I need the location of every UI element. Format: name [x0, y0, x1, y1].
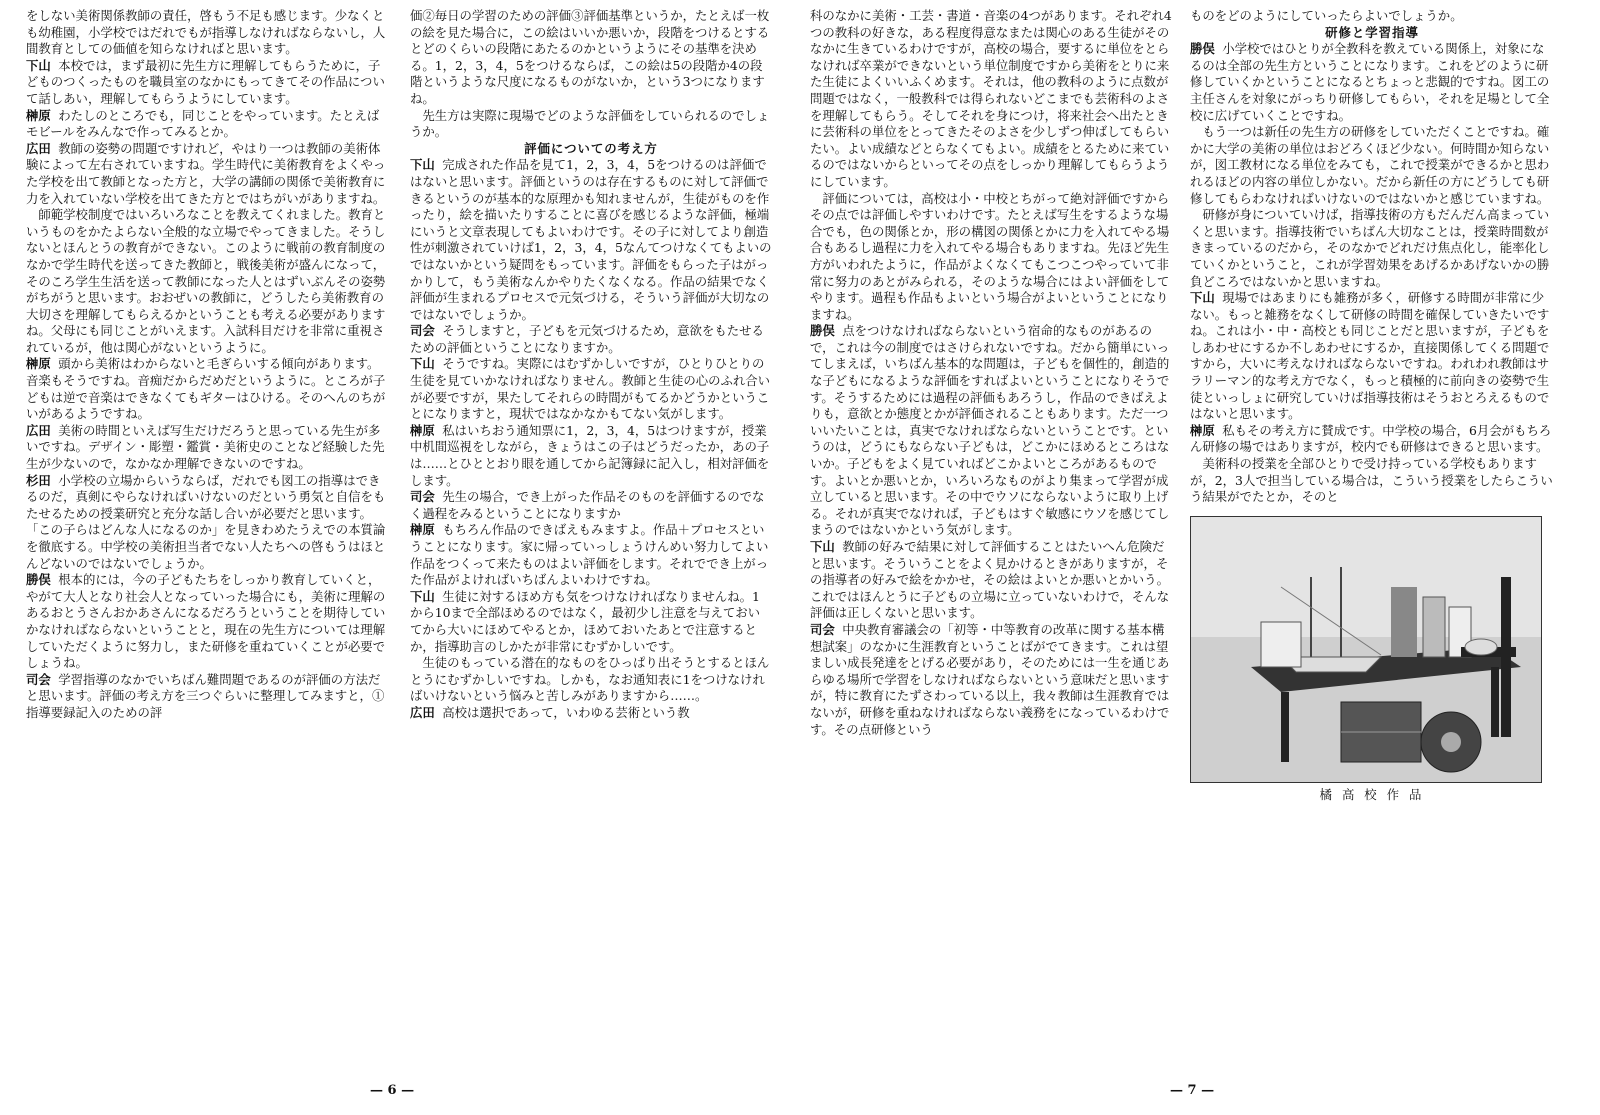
paragraph [1190, 41, 1554, 124]
paragraph [26, 672, 388, 722]
speaker-name: 勝俣 [26, 572, 51, 588]
paragraph [26, 423, 388, 473]
paragraph [26, 8, 388, 58]
paragraph [410, 655, 772, 705]
paragraph [1190, 207, 1554, 290]
speaker-name: 司会 [810, 621, 835, 637]
paragraph-text: 学習指導のなかでいちばん難問題であるのが評価の方法だと思います。評価の考え方を三つぐらいに整理してみますと，①指導要録記入のための評 [26, 671, 385, 720]
paragraph [410, 157, 772, 323]
paragraph-text: 点をつけなければならないという宿命的なものがあるので，これは今の制度ではさけられないですね。だから簡単にいってしまえば，いちばん基本的な問題は，子どもを個性的，創造的な子どもになるような評価をすればよいということになりそうです。そうするためには過程の評価もあろうし，作品のできばえよりも，意欲とか態度とかが評価されることもあります。ただ一ついいたいことは，真実でなければならないということです。というのは，どうにもならない子どもは，どこかにほめるところはないか。子どもをよく見ていればどこかよいところがあるものです。よいとか悪いとか，いろいろなものがより集まって学習が成立していると思います。その中でウソにならないように取り上げる。それが真実でなければ，子どもはすぐ敏感にウソを感じてしまうのではないかという気がします。 [810, 323, 1170, 538]
column-4 [1190, 8, 1554, 1056]
paragraph-text: 小学校ではひとりが全教科を教えている関係上，対象になるのは全部の先生方ということになります。これをどのように研修していくかということになるとちょっと悲観的ですね。図工の主任さんを対象にがっちり研修してもらい，それを足場として全校に広げていくことですね。 [1190, 41, 1550, 123]
photo-caption: 橘 高 校 作 品 [1319, 786, 1425, 802]
paragraph-text: 本校では，まず最初に先生方に理解してもらうために，子どものつくったものを職員室のなかにもってきてその作品について話しあい，理解してもらうようにしています。 [26, 57, 385, 106]
paragraph [26, 58, 388, 108]
paragraph-text: 研修が身についていけば，指導技術の方もだんだん高まっていくと思います。指導技術でいちばん大切なことは，授業時間数がきまっているのだから，そのなかでどれだけ焦点化し，能率化していくかということ，これが学習効果をあげるかあげないかの勝負どころではないかと思いますね。 [1190, 207, 1550, 289]
paragraph-text: 根本的には，今の子どもたちをしっかり教育していくと，やがて大人となり社会人となっていった場合にも，美術に理解のあるおとうさんおかあさんになるだろうということを期待していかなければならないということと，現在の先生方については理解していただくように努力し，また研修を重ねていくことが必要でしょうね。 [26, 572, 386, 671]
speaker-name: 榊原 [26, 107, 51, 123]
paragraph-text: 師範学校制度ではいろいろなことを教えてくれました。教育というものをかたよらない全般的な立場でやってきました。そうしないとほんとうの教育ができない。このように戦前の教育制度のなかで学生時代を送ってきた教師と，戦後美術が盛んになって，そのころ学生生活を送って教師になった人とはずいぶんその姿勢がちがうと思います。おおぜいの教師に，どうしたら美術教育の大切さを理解してもらえるかということも考える必要がありますね。父母にも同じことがいえます。入試科目だけを非常に重視されているが，他は関心がないというように。 [26, 207, 386, 355]
paragraph-text: ものをどのようにしていったらよいでしょうか。 [1190, 8, 1463, 23]
paragraph [410, 489, 772, 522]
paragraph-text: そうしますと，子どもを元気づけるため，意欲をもたせるための評価ということになりますか。 [410, 323, 764, 355]
paragraph [1190, 456, 1554, 506]
photo-school-artwork [1190, 516, 1542, 783]
paragraph-text: 生徒に対するほめ方も気をつけなければなりませんね。1から10まで全部ほめるのではなく，最初少し注意を与えておいてから大いにほめてやるとか，ほめておいたあとで注意するとか，指導助言のしかたが非常にむずかしいです。 [410, 588, 761, 654]
speaker-name: 広田 [410, 704, 435, 720]
speaker-name: 広田 [26, 140, 51, 156]
paragraph-text: 科のなかに美術・工芸・書道・音楽の4つがあります。それぞれ4つの教科の好きな，ある程度得意なまたは関心のある生徒がそのなかに生きているわけですが，高校の場合，要するに単位をとらなければ卒業ができないという単位制度ですから美術をとりに来た生徒によくいいふくめます。それは，他の教科のように点数が問題ではなく，一般教科では得られないどこまでも芸術科のよさを理解してもらう。そしてそれを身につけ，将来社会へ出たときに芸術科の単位をとってきたそのよさを少しずつ伸ばしてもらいたい。よい成績などとらなくてもよい。成績をとるために来ているのではないからといってその点をしっかり理解してもらうようにしています。 [810, 8, 1172, 189]
speaker-name: 下山 [810, 539, 835, 554]
paragraph [810, 622, 1174, 738]
column-1 [26, 8, 388, 1056]
paragraph [810, 191, 1174, 324]
paragraph-text: 評価については，高校は小・中校とちがって絶対評価ですからその点では評価しやすいわけです。たとえば写生をするような場合でも，色の関係とか，形の構図の関係とかに力を入れてやる場合もあるし過程に力を入れてやる場合もありますね。先ほど先生方がいわれたように，作品がよくなくてもこつこつやっていて非常に努力のあとがみられる，そのような場合にはよい評価をしてやります。過程も作品もよいという場合がよいということになりますね。 [810, 190, 1170, 322]
speaker-name: 榊原 [26, 356, 51, 372]
speaker-name: 榊原 [1190, 422, 1215, 438]
paragraph [26, 108, 388, 141]
paragraph [26, 356, 388, 422]
paragraph [410, 705, 772, 722]
speaker-name: 杉田 [26, 472, 51, 488]
section-heading-text: 研修と学習指導 [1325, 24, 1419, 40]
paragraph-text: そうですね。実際にはむずかしいですが，ひとりひとりの生徒を見ていかなければなりません。教師と生徒の心のふれ合いが必要ですが，果たしてそれらの時間がもてるかどうかということになりますと，現状ではなかなかもてない気がします。 [410, 356, 771, 422]
paragraph [410, 108, 772, 141]
speaker-name: 下山 [410, 588, 435, 604]
paragraph-text: 生徒のもっている潜在的なものをひっぱり出そうとするとほんとうにむずかしいですね。しかも，なお通知表に1をつけなければいけないという悩みと苦しみがありますから……。 [410, 655, 770, 704]
paragraph [410, 356, 772, 422]
paragraph [1190, 423, 1554, 456]
section-heading [410, 141, 772, 158]
paragraph-text: わたしのところでも，同じことをやっています。たとえばモビールをみんなで作ってみるとか。 [26, 107, 380, 140]
paragraph-text: 私もその考え方に賛成です。中学校の場合，6月会がもちろん研修の場ではありますが，校内でも研修はできると思います。 [1190, 422, 1552, 455]
speaker-name: 司会 [410, 489, 435, 505]
speaker-name: 榊原 [410, 522, 435, 538]
paragraph [410, 8, 772, 108]
paragraph [810, 323, 1174, 539]
paragraph-text: もちろん作品のできばえもみますよ。作品＋プロセスということになります。家に帰っていっしょうけんめい努力してよい作品をつくって来たものはよい評価をします。それででき上がった作品がよければいちばんよいわけですね。 [410, 522, 769, 588]
paragraph-text: 美術の時間といえば写生だけだろうと思っている先生が多いですね。デザイン・彫塑・鑑賞・美術史のことなど経験した先生が少ないので，なかなか理解できないのですね。 [26, 422, 385, 472]
speaker-name: 下山 [410, 157, 435, 173]
column-2 [410, 8, 772, 1056]
paragraph-text: 先生の場合，でき上がった作品そのものを評価するのでなく過程をみるということになりますか [410, 489, 765, 521]
speaker-name: 下山 [410, 356, 435, 372]
speaker-name: 広田 [26, 422, 51, 438]
paragraph-text: 小学校の立場からいうならば，だれでも図工の指導はできるのだ，真剣にやらなければいけないのだという勇気と自信をもたせるための授業研究と充分な話し合いが必要だと思います。「この子らはどんな人になるのか」を見きわめたうえでの本質論を徹底する。中学校の美術担当者でない人たちへの啓もうはほとんどないのではないでしょうか。 [26, 472, 386, 571]
paragraph [26, 207, 388, 356]
paragraph-text: 教師の好みで結果に対して評価することはたいへん危険だと思います。そういうことをよく見かけるときがありますが，その指導者の好みで絵をかかせ，その絵はよいとか悪いとかいう。これではほんとうに子どもの立場に立っていないわけで，そんな評価は正しくないと思います。 [810, 539, 1170, 621]
paragraph-text: 完成された作品を見て1，2，3，4，5をつけるのは評価ではないと思います。評価というのは存在するものに対して評価できるというのが基本的な原理かも知れませんが，生徒がものを作ったり，絵を描いたりすることに喜びを感じるような評価，極端にいうと文章表現してもよいわけです。その子に対してより創造性が刺激されていけば1，2，3，4，5なんてつけなくてもよいのではないかという疑問をもっています。評価をもらった子はがっかりして，もう美術なんかやりたくなくなる。作品の結果でなく評価が生まれるプロセスで元気づける，そういう評価が大切なのではないでしょうか。 [410, 157, 772, 322]
paragraph [410, 522, 772, 588]
paragraph-text: 私はいちおう通知票に1，2，3，4，5はつけますが，授業中机間巡視をしながら，きょうはこの子はどうだったか，あの子は……とひととおり眼を通してから記簿録に記入し，相対評価をします。 [410, 422, 770, 488]
page-number: — 7 — [1170, 1083, 1215, 1098]
speaker-name: 榊原 [410, 422, 435, 438]
paragraph-text: をしない美術関係教師の責任，啓もう不足も感じます。少なくとも幼稚園，小学校ではだれでもが指導しなければならないし，人間教育としての価値を知らなければと思います。 [26, 8, 386, 57]
paragraph [810, 8, 1174, 191]
paragraph-text: 美術科の授業を全部ひとりで受け持っている学校もありますが，2，3人で担当している場合は，こういう授業をしたらこういう結果がでたとか，そのと [1190, 456, 1553, 505]
speaker-name: 司会 [410, 323, 435, 339]
column-3 [810, 8, 1174, 1056]
paragraph [1190, 124, 1554, 207]
page-7 [800, 0, 1600, 1115]
paragraph [410, 423, 772, 489]
section-heading-text: 評価についての考え方 [524, 140, 658, 156]
paragraph-text: 価②毎日の学習のための評価③評価基準というか，たとえば一枚の絵を見た場合に，この絵はいいか悪いか，段階をつけるとするとどのくらいの段階にあたるのかというようにその基準を決める。1，2，3，4，5をつけるならば，この絵は5の段階か4の段階というような尺度になるものがないか，という3つになりますね。 [410, 8, 770, 106]
paragraph-text: 高校は選択であって，いわゆる芸術という教 [442, 704, 690, 720]
paragraph [410, 589, 772, 655]
paragraph [26, 572, 388, 672]
paragraph-text: 中央教育審議会の「初等・中等教育の改革に関する基本構想試案」のなかに生涯教育ということばがでてきます。これは望ましい成長発達をとげる必要があり，そのためには一生を通じあらゆる場所で学習をしなければならないという意味だと思いますが，特に教育にたずさわっている以上，我々教師は生涯教育ではないが，研修を重ねなければならない義務をになっているわけです。その点研修という [810, 621, 1170, 737]
paragraph-text: 現場ではあまりにも雑務が多く，研修する時間が非常に少ない。もっと雑務をなくして研修の時間を確保していきたいですね。これは小・中・高校とも同じことだと思いますが，子どもをしあわせにするか不しあわせにするか，直接関係してくる問題ですから，大いに考えなければならないですね。われわれ教師はサラリーマン的な考え方でなく，もっと積極的に前向きの姿勢で生徒といっしょに研究していけば指導技術はそうおとろえるものではないと思います。 [1190, 290, 1550, 422]
paragraph [810, 539, 1174, 622]
paragraph-text: 先生方は実際に現場でどのような評価をしていられるのでしょうか。 [410, 107, 770, 140]
artwork-photo-image [1191, 517, 1541, 782]
paragraph [1190, 290, 1554, 423]
speaker-name: 下山 [26, 57, 51, 73]
paragraph [26, 473, 388, 573]
speaker-name: 勝俣 [1190, 41, 1215, 57]
column-4-text [1190, 8, 1554, 506]
paragraph-text: 教師の姿勢の問題ですけれど，やはり一つは教師の美術体験によって左右されていますね。学生時代に美術教育をよくやった学校を出て教師となった方と，大学の講師の関係で美術教育に力を入れていない学校を出てきた方とではちがいがありますね。 [26, 140, 386, 206]
section-heading [1190, 25, 1554, 42]
speaker-name: 下山 [1190, 290, 1215, 306]
speaker-name: 司会 [26, 671, 51, 687]
paragraph [410, 323, 772, 356]
paragraph [1190, 8, 1554, 25]
paragraph-text: もう一つは新任の先生方の研修をしていただくことですね。確かに大学の美術の単位はおどろくほど少ない。何時間か知らないが，図工教材になる単位をみても，これで授業ができるかと思われるほどの内容の単位しかない。だから新任の方にどうしても研修してもらわなければいけないのではないかと感じていますね。 [1190, 124, 1550, 206]
paragraph [26, 141, 388, 207]
paragraph-text: 頭から美術はわからないと毛ぎらいする傾向があります。音楽もそうですね。音痴だからだめだというように。ところが子どもは逆で音楽はできなくてもギターはひける。そのへんのちがいがあるようですね。 [26, 356, 386, 422]
page-number: — 6 — [370, 1083, 415, 1098]
speaker-name: 勝俣 [810, 323, 835, 339]
